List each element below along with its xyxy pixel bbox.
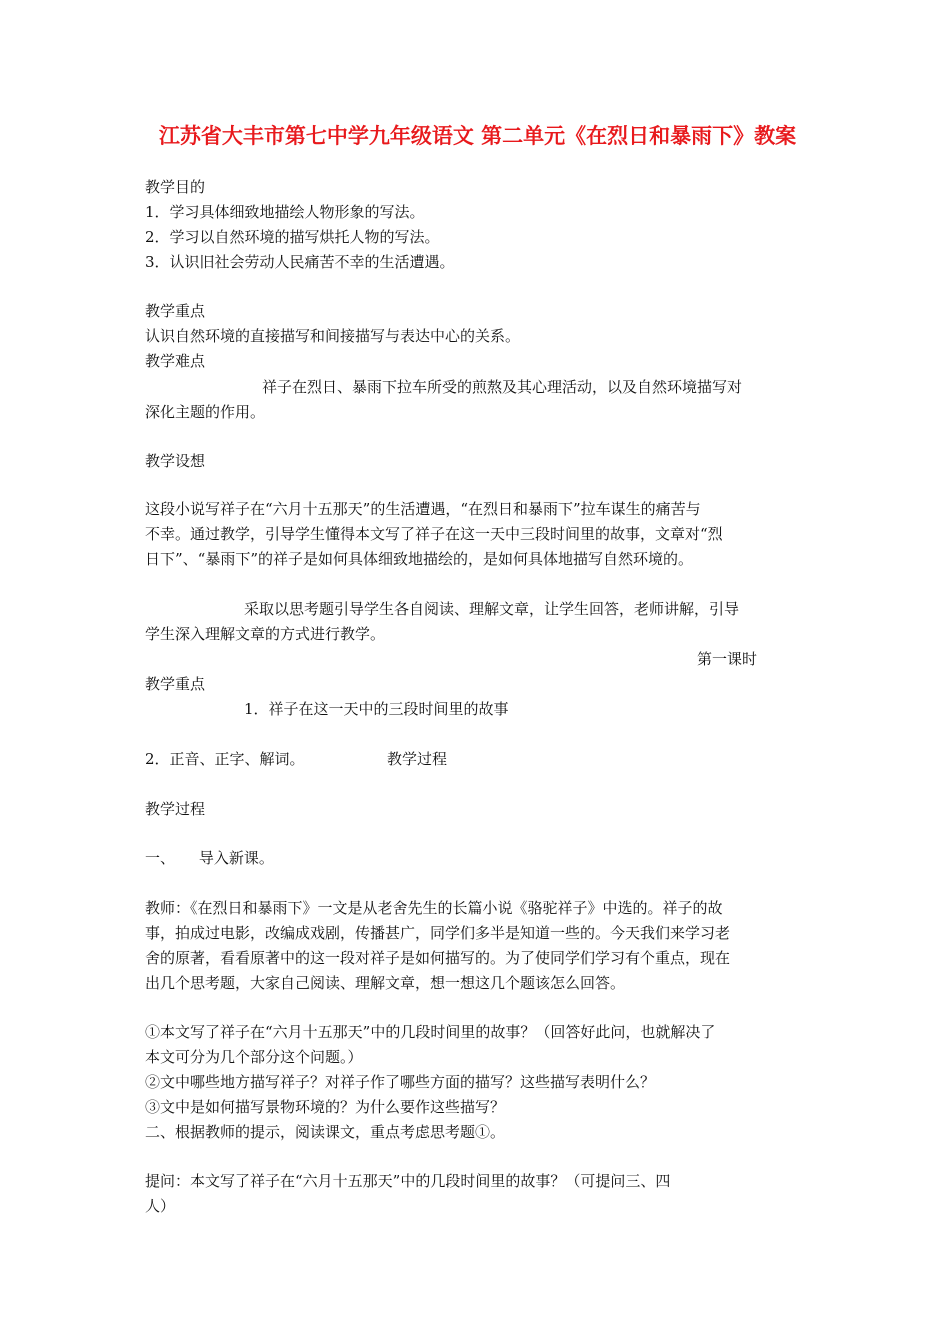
design-paragraph-line: 这段小说写祥子在“六月十五那天”的生活遭遇，“在烈日和暴雨下”拉车谋生的痛苦与 [145,500,701,518]
difficulty-line: 深化主题的作用。 [145,403,266,421]
lesson-focus-heading: 教学重点 [145,675,206,693]
question-line: ②文中哪些地方描写祥子？对祥子作了哪些方面的描写？这些描写表明什么？ [145,1073,656,1091]
focus-text: 认识自然环境的直接描写和间接描写与表达中心的关系。 [145,327,521,345]
teacher-paragraph-line: 出几个思考题，大家自己阅读、理解文章，想一想这几个题该怎么回答。 [145,974,626,992]
design-paragraph-line: 学生深入理解文章的方式进行教学。 [145,625,386,643]
step-intro: 一、 导入新课。 [145,849,274,867]
teacher-paragraph-line: 舍的原著，看看原著中的这一段对祥子是如何描写的。为了使同学们学习有个重点，现在 [145,949,731,967]
goals-heading: 教学目的 [145,178,206,196]
design-paragraph-line: 采取以思考题引导学生各自阅读、理解文章，让学生回答，老师讲解，引导 [244,600,740,618]
teacher-paragraph-line: 事，拍成过电影，改编成戏剧，传播甚广，同学们多半是知道一些的。今天我们来学习老 [145,924,731,942]
process-inline: 教学过程 [387,750,448,768]
design-heading: 教学设想 [145,452,206,470]
ask-line: 人） [145,1197,176,1215]
difficulty-line: 祥子在烈日、暴雨下拉车所受的煎熬及其心理活动，以及自然环境描写对 [262,378,743,396]
goal-item: 1．学习具体细致地描绘人物形象的写法。 [145,203,425,221]
teacher-paragraph-line: 教师：《在烈日和暴雨下》一文是从老舍先生的长篇小说《骆驼祥子》中选的。祥子的故 [145,899,723,917]
ask-line: 提问：本文写了祥子在“六月十五那天”中的几段时间里的故事？（可提问三、四 [145,1172,671,1190]
step-reading: 二、根据教师的提示，阅读课文，重点考虑思考题①。 [145,1123,506,1141]
focus-heading: 教学重点 [145,302,206,320]
goal-item: 2．学习以自然环境的描写烘托人物的写法。 [145,228,440,246]
lesson-focus-item: 1．祥子在这一天中的三段时间里的故事 [244,700,509,718]
lesson-focus-item: 2．正音、正字、解词。 [145,750,305,768]
question-line: ③文中是如何描写景物环境的？为什么要作这些描写？ [145,1098,506,1116]
difficulty-heading: 教学难点 [145,352,206,370]
design-paragraph-line: 日下”、“暴雨下”的祥子是如何具体细致地描绘的，是如何具体地描写自然环境的。 [145,550,694,568]
design-paragraph-line: 不幸。通过教学，引导学生懂得本文写了祥子在这一天中三段时间里的故事，文章对“烈 [145,525,723,543]
question-line: 本文可分为几个部分这个问题。） [145,1048,363,1066]
process-heading: 教学过程 [145,800,206,818]
document-title: 江苏省大丰市第七中学九年级语文 第二单元《在烈日和暴雨下》教案 [158,124,797,148]
goal-item: 3．认识旧社会劳动人民痛苦不幸的生活遭遇。 [145,253,455,271]
question-line: ①本文写了祥子在“六月十五那天”中的几段时间里的故事？（回答好此问，也就解决了 [145,1023,716,1041]
lesson-label: 第一课时 [697,650,758,668]
